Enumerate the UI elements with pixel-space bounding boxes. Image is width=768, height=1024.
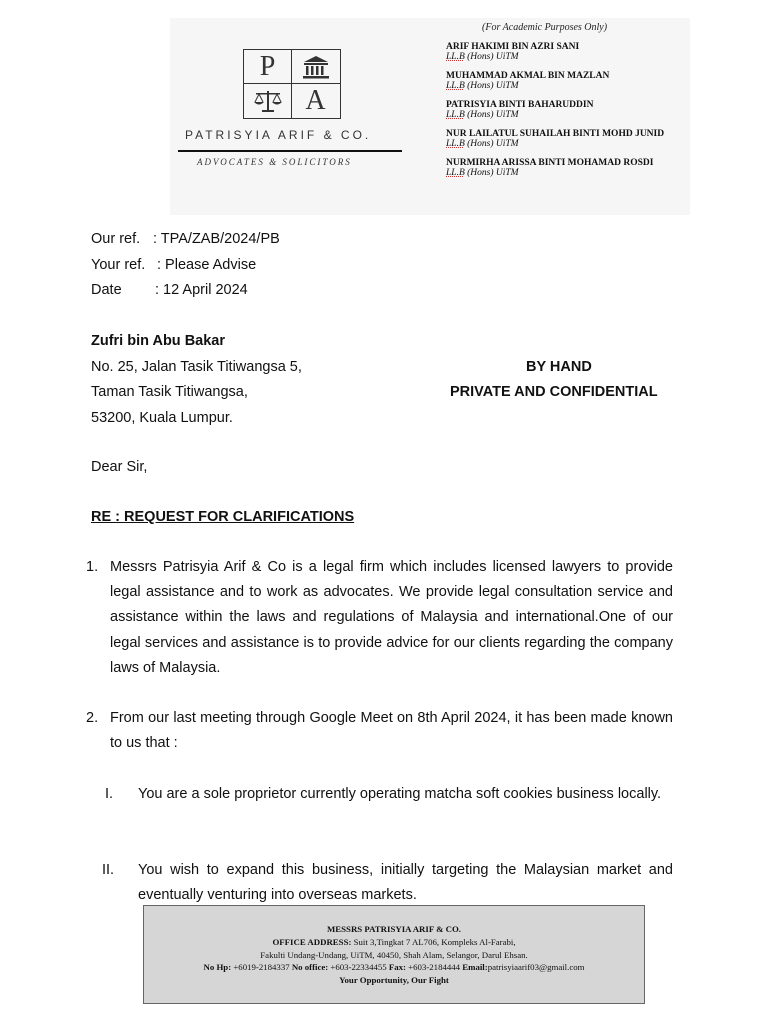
firm-name-rule	[178, 150, 402, 152]
footer-office-address-line: Fakulti Undang-Undang, UiTM, 40450, Shah Alam, Selangor, Darul Ehsan.	[260, 950, 528, 960]
subject-line: RE : REQUEST FOR CLARIFICATIONS	[91, 509, 355, 525]
delivery-method: BY HAND	[526, 359, 592, 375]
sub-item-text: You wish to expand this business, initially targeting the Malaysian market and eventually venturing into overseas markets.	[138, 862, 673, 904]
recipient-address-line: 53200, Kuala Lumpur.	[91, 410, 233, 426]
partner-qualification: LL.B (Hons) UiTM	[446, 139, 519, 149]
logo-letter-p: P	[259, 50, 276, 82]
footer-slogan: Your Opportunity, Our Fight	[339, 975, 449, 985]
partner-entry	[446, 42, 676, 63]
scales-of-justice-icon	[244, 84, 291, 117]
your-ref-label: Your ref.	[91, 257, 146, 273]
recipient-address-line: Taman Tasik Titiwangsa,	[91, 384, 248, 400]
logo-letter-a: A	[305, 84, 326, 116]
partner-name: PATRISYIA BINTI BAHARUDDIN	[446, 100, 594, 110]
our-ref-label: Our ref.	[91, 231, 141, 247]
disclaimer-note: (For Academic Purposes Only)	[482, 22, 608, 33]
partner-entry	[446, 71, 676, 92]
sub-item-text: You are a sole proprietor currently operating matcha soft cookies business locally.	[138, 786, 662, 802]
partner-name: NURMIRHA ARISSA BINTI MOHAMAD ROSDI	[446, 158, 654, 168]
firm-tagline: ADVOCATES & SOLICITORS	[197, 157, 352, 167]
salutation: Dear Sir,	[91, 459, 148, 475]
partner-entry	[446, 158, 676, 179]
sub-item-number: II.	[102, 862, 115, 878]
date-value: : 12 April 2024	[155, 282, 248, 298]
partner-entry	[446, 129, 676, 150]
firm-logo	[243, 49, 341, 119]
partner-name: NUR LAILATUL SUHAILAH BINTI MOHD JUNID	[446, 129, 665, 139]
courthouse-icon	[292, 50, 339, 83]
confidentiality-note: PRIVATE AND CONFIDENTIAL	[450, 384, 658, 400]
paragraph-number: 2.	[86, 710, 99, 726]
footer-office-address: OFFICE ADDRESS: Suit 3,Tingkat 7 AL706, Kompleks Al-Farabi,	[272, 937, 516, 947]
partner-name: MUHAMMAD AKMAL BIN MAZLAN	[446, 71, 610, 81]
partner-qualification: LL.B (Hons) UiTM	[446, 81, 519, 91]
sub-item-number: I.	[105, 786, 114, 802]
recipient-address-line: No. 25, Jalan Tasik Titiwangsa 5,	[91, 359, 302, 375]
firm-name: PATRISYIA ARIF & CO.	[185, 128, 372, 142]
partner-qualification: LL.B (Hons) UiTM	[446, 110, 519, 120]
paragraph-number: 1.	[86, 559, 99, 575]
body-paragraph: From our last meeting through Google Meet on 8th April 2024, it has been made known to us that :	[110, 710, 673, 752]
body-paragraph: Messrs Patrisyia Arif & Co is a legal firm which includes licensed lawyers to provide legal assistance and to work as advocates. We provide legal consultation service and assistance within the laws and regulations of Malaysia and international.One of our legal services and assistance is to provide advice for our clients regarding the company laws of Malaysia.	[110, 559, 673, 676]
footer-email[interactable]: patrisyiaarif03@gmail.com	[487, 962, 585, 972]
partner-entry	[446, 100, 676, 121]
partner-name: ARIF HAKIMI BIN AZRI SANI	[446, 42, 580, 52]
recipient-name: Zufri bin Abu Bakar	[91, 333, 225, 349]
partner-qualification: LL.B (Hons) UiTM	[446, 168, 519, 178]
your-ref-value: : Please Advise	[157, 257, 257, 273]
partner-qualification: LL.B (Hons) UiTM	[446, 52, 519, 62]
footer-contact-numbers: No Hp: +6019-2184337 No office: +603-22334455 Fax: +603-2184444 Email:patrisyiaarif03@gmail.com	[203, 962, 585, 972]
date-label: Date	[91, 282, 122, 298]
footer-firm-name: MESSRS PATRISYIA ARIF & CO.	[326, 924, 461, 934]
partner-list	[446, 42, 676, 187]
our-ref-value: : TPA/ZAB/2024/PB	[153, 231, 280, 247]
footer-contact-box	[143, 905, 645, 1004]
